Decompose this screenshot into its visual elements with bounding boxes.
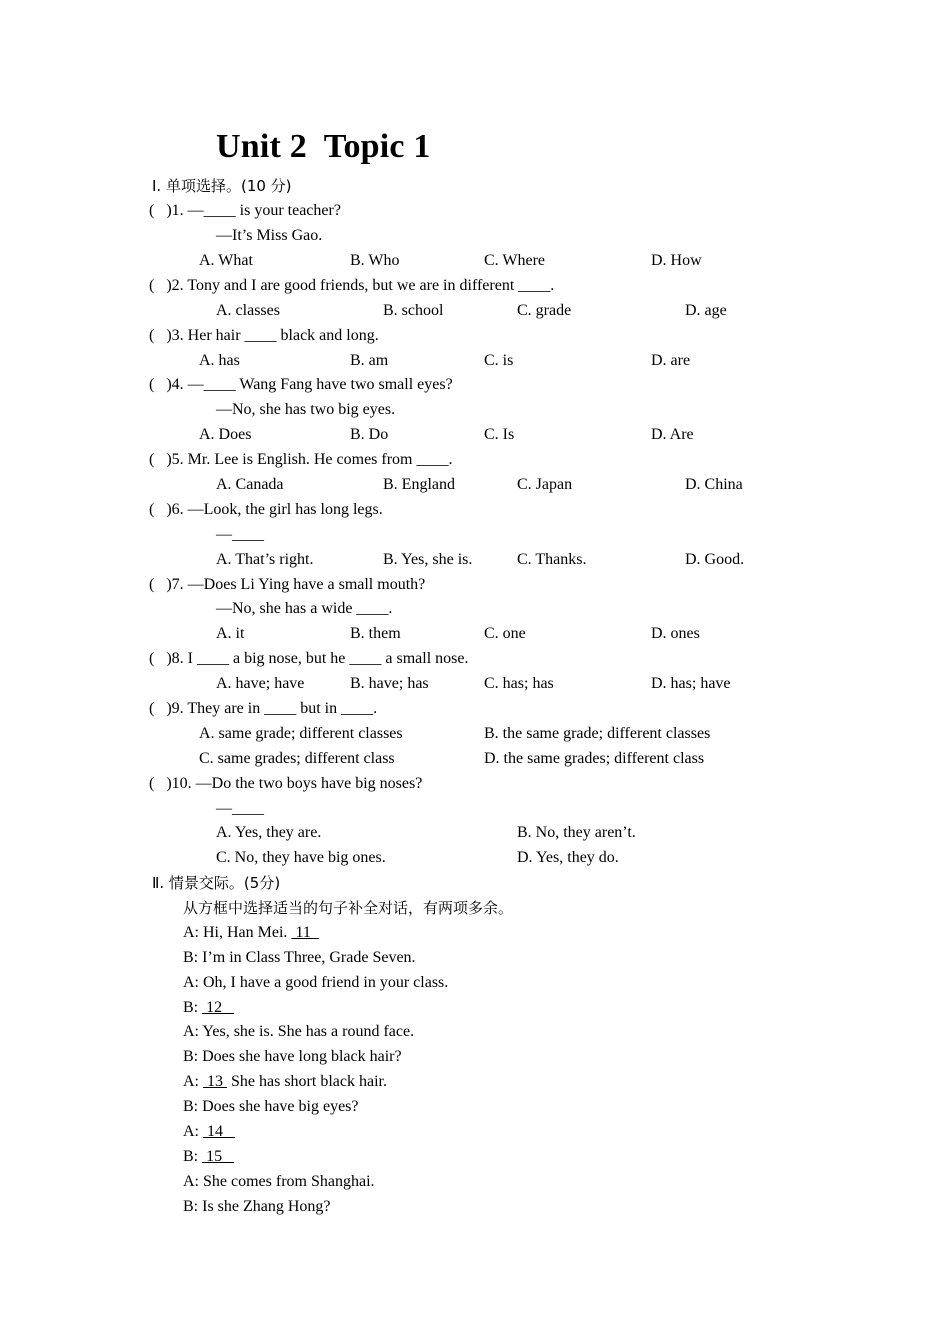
question-5-stem: ( )5. Mr. Lee is English. He comes from ____. bbox=[149, 451, 453, 468]
question-10-option-a: A. Yes, they are. bbox=[216, 824, 322, 841]
question-6-option-a: A. That’s right. bbox=[216, 551, 314, 568]
question-9-option-a: A. same grade; different classes bbox=[199, 725, 403, 742]
question-9-option-b: B. the same grade; different classes bbox=[484, 725, 711, 742]
question-6-option-d: D. Good. bbox=[685, 551, 745, 568]
question-2-option-c: C. grade bbox=[517, 302, 572, 319]
dialogue-line: B: Is she Zhang Hong? bbox=[183, 1198, 331, 1215]
question-7-option-b: B. them bbox=[350, 625, 401, 642]
question-3-stem: ( )3. Her hair ____ black and long. bbox=[149, 327, 379, 344]
dialogue-line: B: I’m in Class Three, Grade Seven. bbox=[183, 949, 416, 966]
dialogue-line: B: 15 bbox=[183, 1148, 235, 1165]
question-5-option-b: B. England bbox=[383, 476, 455, 493]
question-1-option-a: A. What bbox=[199, 252, 253, 269]
question-8-stem: ( )8. I ____ a big nose, but he ____ a small nose. bbox=[149, 650, 469, 667]
question-1-option-c: C. Where bbox=[484, 252, 546, 269]
question-4-option-b: B. Do bbox=[350, 426, 389, 443]
question-2-option-b: B. school bbox=[383, 302, 444, 319]
question-4-option-a: A. Does bbox=[199, 426, 252, 443]
question-5-option-a: A. Canada bbox=[216, 476, 284, 493]
question-1-reply: —It’s Miss Gao. bbox=[216, 227, 323, 244]
dialogue-line: B: Does she have big eyes? bbox=[183, 1098, 359, 1115]
dialogue-line: A: 13 She has short black hair. bbox=[183, 1073, 387, 1090]
dialogue-line: A: Yes, she is. She has a round face. bbox=[183, 1023, 415, 1040]
section-1-heading: Ⅰ. 单项选择。(10 分) bbox=[152, 177, 292, 195]
question-4-option-c: C. Is bbox=[484, 426, 515, 443]
question-6-reply: —____ bbox=[216, 526, 264, 543]
question-7-option-c: C. one bbox=[484, 625, 526, 642]
question-4-option-d: D. Are bbox=[651, 426, 694, 443]
page-title: Unit 2 Topic 1 bbox=[216, 128, 431, 165]
question-2-option-d: D. age bbox=[685, 302, 727, 319]
question-3-option-d: D. are bbox=[651, 352, 691, 369]
question-6-option-c: C. Thanks. bbox=[517, 551, 587, 568]
question-4-reply: —No, she has two big eyes. bbox=[216, 401, 396, 418]
question-3-option-a: A. has bbox=[199, 352, 240, 369]
question-5-option-d: D. China bbox=[685, 476, 743, 493]
question-10-option-b: B. No, they aren’t. bbox=[517, 824, 636, 841]
question-8-option-a: A. have; have bbox=[216, 675, 305, 692]
dialogue-line: A: She comes from Shanghai. bbox=[183, 1173, 375, 1190]
answer-blank-12[interactable]: 12 bbox=[202, 999, 235, 1016]
section-2-heading: Ⅱ. 情景交际。(5分) bbox=[152, 874, 281, 892]
question-8-option-c: C. has; has bbox=[484, 675, 554, 692]
question-9-option-d: D. the same grades; different class bbox=[484, 750, 705, 767]
answer-blank-13[interactable]: 13 bbox=[203, 1073, 227, 1090]
dialogue-line: A: Hi, Han Mei. 11 bbox=[183, 924, 319, 941]
question-9-option-c: C. same grades; different class bbox=[199, 750, 395, 767]
question-3-option-c: C. is bbox=[484, 352, 514, 369]
question-9-stem: ( )9. They are in ____ but in ____. bbox=[149, 700, 378, 717]
answer-blank-11[interactable]: 11 bbox=[291, 924, 319, 941]
question-1-option-b: B. Who bbox=[350, 252, 400, 269]
dialogue-line: B: 12 bbox=[183, 999, 235, 1016]
section-2-instruction: 从方框中选择适当的句子补全对话，有两项多余。 bbox=[183, 899, 514, 917]
question-6-option-b: B. Yes, she is. bbox=[383, 551, 473, 568]
question-8-option-d: D. has; have bbox=[651, 675, 731, 692]
question-7-option-d: D. ones bbox=[651, 625, 700, 642]
dialogue-line: A: 14 bbox=[183, 1123, 235, 1140]
question-10-stem: ( )10. —Do the two boys have big noses? bbox=[149, 775, 423, 792]
question-7-reply: —No, she has a wide ____. bbox=[216, 600, 393, 617]
answer-blank-14[interactable]: 14 bbox=[203, 1123, 235, 1140]
question-1-option-d: D. How bbox=[651, 252, 702, 269]
question-10-reply: —____ bbox=[216, 800, 264, 817]
question-2-stem: ( )2. Tony and I are good friends, but we are in different ____. bbox=[149, 277, 555, 294]
question-10-option-d: D. Yes, they do. bbox=[517, 849, 619, 866]
dialogue-line: A: Oh, I have a good friend in your class. bbox=[183, 974, 449, 991]
question-3-option-b: B. am bbox=[350, 352, 389, 369]
question-10-option-c: C. No, they have big ones. bbox=[216, 849, 386, 866]
question-2-option-a: A. classes bbox=[216, 302, 280, 319]
question-6-stem: ( )6. —Look, the girl has long legs. bbox=[149, 501, 383, 518]
question-7-option-a: A. it bbox=[216, 625, 245, 642]
question-8-option-b: B. have; has bbox=[350, 675, 429, 692]
question-5-option-c: C. Japan bbox=[517, 476, 573, 493]
question-4-stem: ( )4. —____ Wang Fang have two small eyes? bbox=[149, 376, 453, 393]
question-7-stem: ( )7. —Does Li Ying have a small mouth? bbox=[149, 576, 426, 593]
question-1-stem: ( )1. —____ is your teacher? bbox=[149, 202, 341, 219]
dialogue-line: B: Does she have long black hair? bbox=[183, 1048, 402, 1065]
answer-blank-15[interactable]: 15 bbox=[202, 1148, 235, 1165]
